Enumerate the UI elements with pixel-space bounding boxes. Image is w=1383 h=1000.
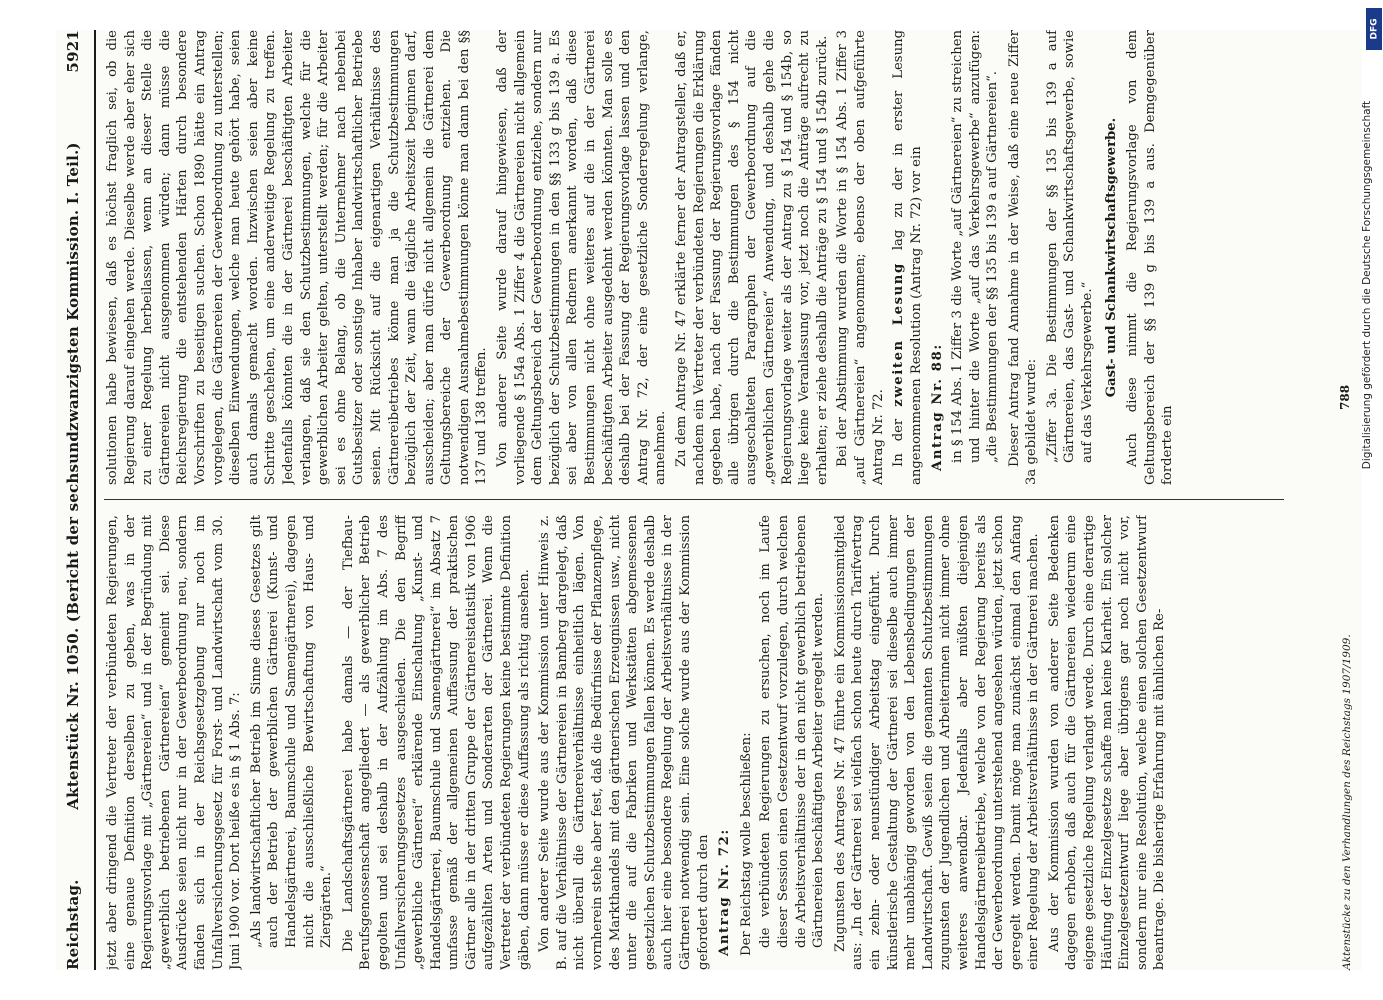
antrag-72-text: die verbündeten Regierungen zu ersuchen, noch im Laufe dieser Session einen Gesetzentwurf vorzulegen, durch welchen die Arbeitsverhältnisse der in den nicht gewerblich betriebenen Gärtnereien beschäftigten Arbeiter geregelt werden. [758, 515, 827, 948]
rotated-page-content [56, 30, 1362, 970]
paragraph: Auch diese nimmt die Regierungsvorlage von dem Geltungsbereich der §§ 139 g bis 139 a aus. Demgegenüber forderte ein [1125, 30, 1176, 485]
dfg-logo [1366, 8, 1382, 50]
paragraph: Zugunsten des Antrages Nr. 47 führte ein Kommissionsmitglied aus: „In der Gärtnerei sei vielfach schon heute durch Tarifvertrag ein zehn- oder neunstündiger Arbeitstag eingeführt. Durch künstlerische Gestaltung der Gärtnerei sei dieselbe auch immer mehr unabhängig geworden von den Lebensbedingungen der Landwirtschaft. Gewiß seien die genannten Schutzbestimmungen zugunsten der Jugendlichen und Arbeiterinnen nicht immer ohne weiteres anwendbar. Jedenfalls aber müßten diejenigen Handelsgärtnereibetriebe, welche von der Regierung bereits als der Gewerbeordnung unterstehend angesehen würden, jetzt schon geregelt werden. Damit möge man zunächst einmal den Anfang einer Regelung der Arbeitsverhältnisse in der Gärtnerei machen. [832, 515, 1042, 970]
paragraph: Von anderer Seite wurde darauf hingewiesen, daß der vorliegende § 154a Abs. 1 Ziffer 4 die Gärtnereien nicht allgemein dem Geltungsbereich der Gewerbeordnung entziehe, sondern nur bezüglich der Schutzbestimmungen in den §§ 133 g bis 139 a. Es sei aber von allen Rednern anerkannt worden, daß diese Bestimmungen nicht ohne weiteres auf die in der Gärtnerei beschäftigten Arbeiter ausgedehnt werden könnten. Man solle es deshalb bei der Fassung der Regierungsvorlage lassen und den Antrag Nr. 72, der eine gesetzliche Sonderregelung verlange, annehmen. [495, 30, 669, 485]
paragraph: Zu dem Antrage Nr. 47 erklärte ferner der Antragsteller, daß er, nachdem ein Vertreter der verbündeten Regierungen die Erklärung gegeben habe, nach der Fassung der Regierungsvorlage fänden alle übrigen durch die Bestimmungen des § 154 nicht ausgeschalteten Paragraphen der Gewerbeordnung auf die „gewerblichen Gärtnereien“ Anwendung, und deshalb gehe die Regierungsvorlage weiter als der Antrag zu § 154 und § 154b, so liege keine Veranlassung vor, jetzt noch die Anträge aufrecht zu erhalten; er ziehe deshalb die Anträge zu § 154 und § 154b zurück. [674, 30, 830, 485]
text-run: In der [891, 406, 907, 467]
antrag-88-label: Antrag Nr. 88: [930, 343, 946, 471]
quotation: „Als landwirtschaftlicher Betrieb im Sinne dieses Gesetzes gilt auch der Betrieb der gewerblichen Gärtnerei (Kunst- und Handelsgärtnerei, Baumschule und Samengärtnerei), dagegen nicht die ausschließliche Bewirtschaftung von Haus- und Ziergärten.“ [248, 515, 335, 948]
paragraph: solutionen habe bewiesen, daß es höchst fraglich sei, ob die Regierung darauf eingehen werde. Dieselbe werde aber eher sich zu einer Regelung herbeilassen, wenn an dieser Stelle die Gärtnereien nicht ausgenommen würden; dann müsse die Reichsregierung die entstehenden Härten durch besondere Vorschriften zu beseitigen suchen. Schon 1890 hätte ein Antrag vorgelegen, die Gärtnereien der Gewerbeordnung zu unterstellen; dieselben Einwendungen, welche man heute gehört habe, seien auch damals gemacht worden. Inzwischen seien aber keine Schritte geschehen, um eine anderweitige Regelung zu treffen. Jedenfalls könnten die in der Gärtnerei beschäftigten Arbeiter verlangen, daß sie den Schutzbestimmungen, welche für die gewerblichen Arbeiter gelten, unterstellt werden; für die Arbeiter sei es ohne Belang, ob die Unternehmer nach nebenbei Gutsbesitzer oder sonstige Inhaber landwirtschaftlicher Betriebe seien. Mit Rücksicht auf die eigenartigen Verhältnisse des Gärtnereibetriebes könne man ja die Schutzbestimmungen bezüglich der Zeit, wann die tägliche Arbeitszeit beginnen darf, ausscheiden; aber man dürfe nicht allgemein die Gärtnerei dem Geltungsbereiche der Gewerbeordnung entziehen. Die notwendigen Ausnahmebestimmungen könne man dann bei den §§ 137 und 138 treffen. [105, 30, 490, 485]
column-separator [104, 499, 1284, 500]
text-run: lag zu der in erster Lesung angenommenen Resolution (Antrag Nr. 72) vor ein [891, 30, 924, 485]
paragraph: Die Landschaftsgärtnerei habe damals — der Tiefbau-Berufsgenossenschaft angegliedert — als gewerblicher Betrieb gegolten und sei deshalb in der Aufzählung im Abs. 7 des Unfallversicherungsgesetzes ausgeschieden. Die den Begriff „gewerbliche Gärtnerei“ erklärende Einschaltung „Kunst- und Handelsgärtnerei, Baumschule und Samengärtnerei“ im Absatz 7 umfasse gemäß der allgemeinen Auffassung der praktischen Gärtner alle in der dritten Gruppe der Gärtnereistatistik von 1906 aufgezählten Arten und Sonderarten der Gärtnerei. Wenn die Vertreter der verbündeten Regierungen keine bestimmte Definition gäben, dann müsse er diese Auffassung als richtig ansehen. [340, 515, 532, 970]
paragraph: Dieser Antrag fand Annahme in der Weise, daß eine neue Ziffer 3a gebildet wurde: [1006, 30, 1040, 485]
paragraph: Aus der Kommission wurden von anderer Seite Bedenken dagegen erhoben, daß auch für die Gärtnereien wiederum eine eigene gesetzliche Regelung verlangt werde. Durch eine derartige Häufung der Einzelgesetze schaffe man keine Klarheit. Ein solcher Einzelgesetzentwurf liege aber übrigens gar noch nicht vor, sondern nur eine Resolution, welche einen solchen Gesetzentwurf beantrage. Die bisherige Erfahrung mit ähnlichen Re- [1046, 515, 1168, 970]
scanned-page [56, 30, 1362, 970]
footnote: Aktenstücke zu den Verhandlungen des Reichstags 1907/1909. [1341, 634, 1353, 970]
paragraph: Bei der Abstimmung wurden die Worte in § 154 Abs. 1 Ziffer 3 „auf Gärtnereien“ angenommen; ebenso der oben aufgeführte Antrag Nr. 72. [835, 30, 886, 485]
paragraph: Von anderer Seite wurde aus der Kommission unter Hinweis z. B. auf die Verhältnisse der Gärtnereien in Bamberg dargelegt, daß nicht überall die Gärtnereiverhältnisse einheitlich lägen. Von vornherein stehe aber fest, daß die Bedürfnisse der Pflanzenpflege, des Markthandels mit den gärtnerischen Erzeugnissen usw., nicht unter die auf die Fabriken und Werkstätten abgemessenen gesetzlichen Schutzbestimmungen fallen können. Es werde deshalb auch hier eine besondere Regelung der Arbeitsverhältnisse in der Gärtnerei notwendig sein. Eine solche wurde aus der Kommission gefordert durch den [537, 515, 711, 970]
antrag-72-intro: Der Reichstag wolle beschließen: [738, 732, 754, 956]
page-header [56, 30, 90, 970]
header-left: Reichstag. [64, 879, 82, 970]
quotation: „Ziffer 3a. Die Bestimmungen der §§ 135 bis 139 a auf Gärtnereien, das Gast- und Schankwirtschaftsgewerbe, sowie auf das Verkehrsgewerbe.“ [1044, 30, 1096, 463]
paragraph [890, 30, 925, 485]
antrag-72-label: Antrag Nr. 72: [717, 828, 733, 956]
right-column [104, 30, 1354, 485]
header-rule [94, 30, 96, 970]
paragraph: jetzt aber dringend die Vertreter der verbündeten Regierungen, eine genaue Definition derselben zu geben, was in der Regierungsvorlage mit „Gärtnereien“ und in der Begründung mit „gewerblich betriebenen Gärtnereien“ gemeint sei. Diese Ausdrücke seien nicht nur in der Gewerbeordnung neu, sondern fänden sich in der Reichsgesetzgebung nur noch im Unfallversicherungsgesetz für Forst- und Landwirtschaft vom 30. Juni 1900 vor. Dort heiße es in § 1 Abs. 7: [105, 515, 244, 970]
antrag-88-text: in § 154 Abs. 1 Ziffer 3 die Worte „auf Gärtnereien“ zu streichen und hinter die Worte „auf das Verkehrsgewerbe“ anzufügen: „die Bestimmungen der §§ 135 bis 139 a auf Gärtnereien“. [949, 30, 1001, 463]
header-title: Aktenstück Nr. 1050. (Bericht der sechsundzwanzigsten Kommission. I. Teil.) [64, 142, 82, 810]
bottom-page-number: 788 [1338, 384, 1352, 410]
section-heading: Gast- und Schankwirtschaftsgewerbe. [1103, 117, 1119, 398]
dfg-logo-text: DFG [1369, 18, 1380, 40]
left-column [104, 515, 1354, 970]
header-page-number: 5921 [64, 30, 82, 73]
digitization-note: Digitalisierung gefördert durch die Deutsche Forschungsgemeinschaft [1361, 100, 1373, 470]
emphasis: zweiten Lesung [891, 262, 907, 407]
